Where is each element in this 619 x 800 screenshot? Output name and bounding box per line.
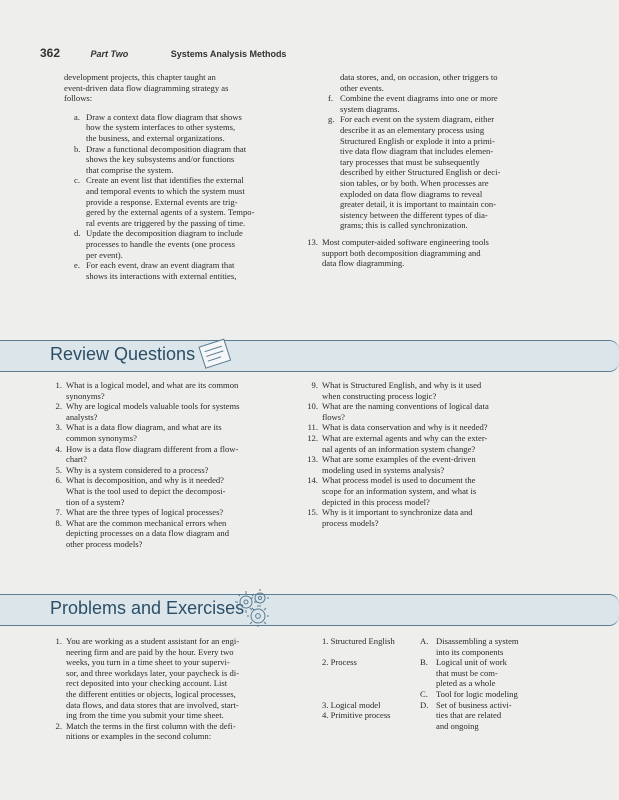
list-item: 12. What are external agents and why can the exter- nal agents of an information system change? — [307, 432, 488, 454]
part-label: Part Two — [90, 49, 129, 59]
matching-terms — [322, 636, 422, 721]
list-item: 6. What is decomposition, and why is it needed? What is the tool used to depict the decomposi- tion of a system? — [55, 475, 226, 507]
term-2: 2. Process — [322, 657, 357, 668]
intro-right-column — [307, 72, 562, 269]
list-item: d. Update the decomposition diagram to include processes to handle the events (one process per event). — [74, 228, 243, 260]
list-item: 11. What is data conservation and why is it needed? — [307, 422, 488, 433]
matching-definitions — [420, 636, 570, 731]
intro-lead: development projects, this chapter taught an event-driven data flow diagramming strategy as follows: — [64, 72, 229, 104]
list-item: 4. How is a data flow diagram different from a flow- chart? — [55, 443, 239, 465]
list-item: g. For each event on the system diagram, either describe it as an elementary process using Structured English or explode it into a primi- tive data flow diagram that includes elemen- tary processes that must be subsequently described by either Structured English or deci- sion tables, or by both. When processes are exploded on data flow diagrams to reveal greater detail, it is important to maintain con- sistency between the different types of dia- grams; this is called synchronization. — [328, 114, 501, 231]
review-questions-right — [302, 380, 564, 528]
list-item: b. Draw a functional decomposition diagram that shows the key subsystems and/or functions that comprise the system. — [74, 143, 247, 175]
running-header — [40, 46, 286, 60]
list-item: f. Combine the event diagrams into one or more system diagrams. — [328, 93, 498, 114]
review-questions-heading: Review Questions — [50, 344, 196, 364]
list-item: c. Create an event list that identifies the external and temporal events to which the system must provide a response. External events are trig- gered by the external agents of a system. Tempo- ral events are triggered by the passing of time. — [74, 175, 255, 228]
term-4: 4. Primitive process — [322, 710, 391, 721]
list-item: a. Draw a context data flow diagram that shows how the system interfaces to other systems, the business, and external organizations. — [74, 111, 242, 143]
list-item: 2. Why are logical models valuable tools for systems analysts? — [55, 401, 240, 422]
list-item: 10. What are the naming conventions of logical data flows? — [307, 401, 489, 422]
section-title: Systems Analysis Methods — [170, 49, 287, 59]
list-item: 7. What are the three types of logical processes? — [55, 507, 224, 518]
term-1: 1. Structured English — [322, 636, 395, 646]
intro-left-column — [64, 72, 296, 281]
list-item: 5. Why is a system considered to a process? — [55, 464, 209, 475]
definition-d: D. Set of business activi- ties that are related and ongoing — [420, 699, 512, 731]
continued-text: data stores, and, on occasion, other triggers to other events. — [340, 72, 498, 93]
list-item: 13. What are some examples of the event-driven modeling used in systems analysis? — [307, 454, 476, 475]
list-item: 14. What process model is used to document the scope for an information system, and what is depicted in this process model? — [307, 475, 477, 507]
list-item: 1. What is a logical model, and what are its common synonyms? — [55, 380, 239, 401]
review-questions-left — [50, 380, 296, 550]
term-3: 3. Logical model — [322, 699, 381, 710]
list-item: 8. What are the common mechanical errors when depicting processes on a data flow diagram and other process models? — [55, 517, 229, 549]
definition-a: A. Disassembling a system into its components — [420, 636, 519, 657]
list-item: 1. You are working as a student assistant for an engi- neering firm and are paid by the hour. Every two weeks, you turn in a time sheet to your supervi- sor, and three workdays later, your paycheck is di- rect deposited into your checking account. List the different entities or objects, logical processes, data flows, and data stores that are involved, start- ing from the time you submit your time sheet. — [55, 636, 240, 721]
gears-icon — [232, 588, 272, 630]
list-item: 2. Match the terms in the first column with the defi- nitions or examples in the second column: — [55, 720, 236, 742]
definition-c: C. Tool for logic modeling — [420, 688, 518, 699]
checklist-icon — [196, 336, 238, 372]
list-item: e. For each event, draw an event diagram that shows its interactions with external entities, — [74, 260, 237, 281]
problems-left — [50, 636, 312, 742]
list-item: 15. Why is it important to synchronize data and process models? — [307, 507, 473, 528]
list-item: 9. What is Structured English, and why is it used when constructing process logic? — [311, 380, 482, 401]
page-number: 362 — [40, 46, 61, 60]
definition-b: B. Logical unit of work that must be com- pleted as a whole — [420, 657, 507, 689]
list-item: 13. Most computer-aided software engineering tools support both decomposition diagramming and data flow diagramming. — [307, 236, 489, 269]
problems-heading: Problems and Exercises — [50, 598, 245, 618]
list-item: 3. What is a data flow diagram, and what are its common synonyms? — [55, 422, 222, 443]
